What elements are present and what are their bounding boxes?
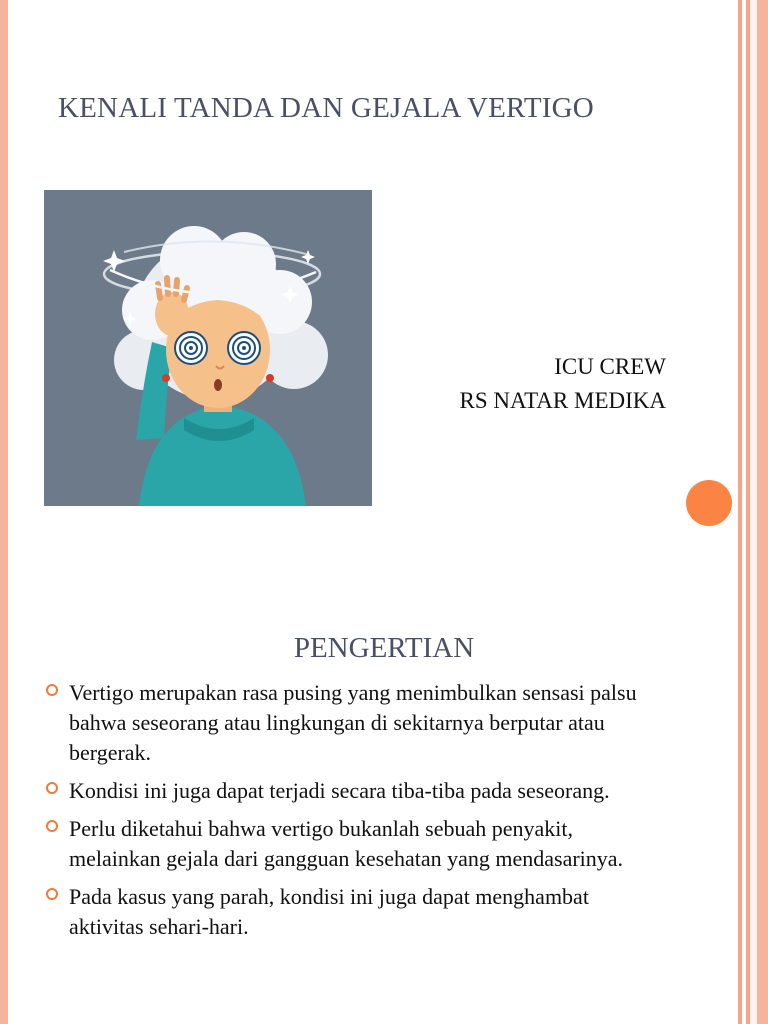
list-item <box>46 678 666 768</box>
bullet-text: Kondisi ini juga dapat terjadi secara tiba-tiba pada seseorang. <box>69 778 610 803</box>
right-border-stripes <box>735 0 768 1024</box>
presenter-credits <box>400 350 666 418</box>
bullet-ring-icon <box>46 782 58 794</box>
credit-hospital: RS NATAR MEDIKA <box>459 388 666 413</box>
section-title: PENGERTIAN <box>293 632 475 664</box>
bullet-text: Pada kasus yang parah, kondisi ini juga dapat menghambat aktivitas sehari-hari. <box>69 884 589 939</box>
bullet-text: Vertigo merupakan rasa pusing yang menimbulkan sensasi palsu bahwa seseorang atau lingkungan di sekitarnya berputar atau bergerak. <box>69 680 637 765</box>
credit-team: ICU CREW <box>554 354 666 379</box>
bullet-ring-icon <box>46 684 58 696</box>
list-item <box>46 814 666 874</box>
bullet-ring-icon <box>46 888 58 900</box>
slide-title: KENALI TANDA DAN GEJALA VERTIGO <box>58 92 594 124</box>
definition-list <box>46 678 666 950</box>
bullet-text: Perlu diketahui bahwa vertigo bukanlah sebuah penyakit, melainkan gejala dari gangguan kesehatan yang mendasarinya. <box>69 816 624 871</box>
list-item <box>46 776 666 806</box>
dizzy-woman-illustration <box>44 190 372 506</box>
list-item <box>46 882 666 942</box>
bullet-ring-icon <box>46 820 58 832</box>
